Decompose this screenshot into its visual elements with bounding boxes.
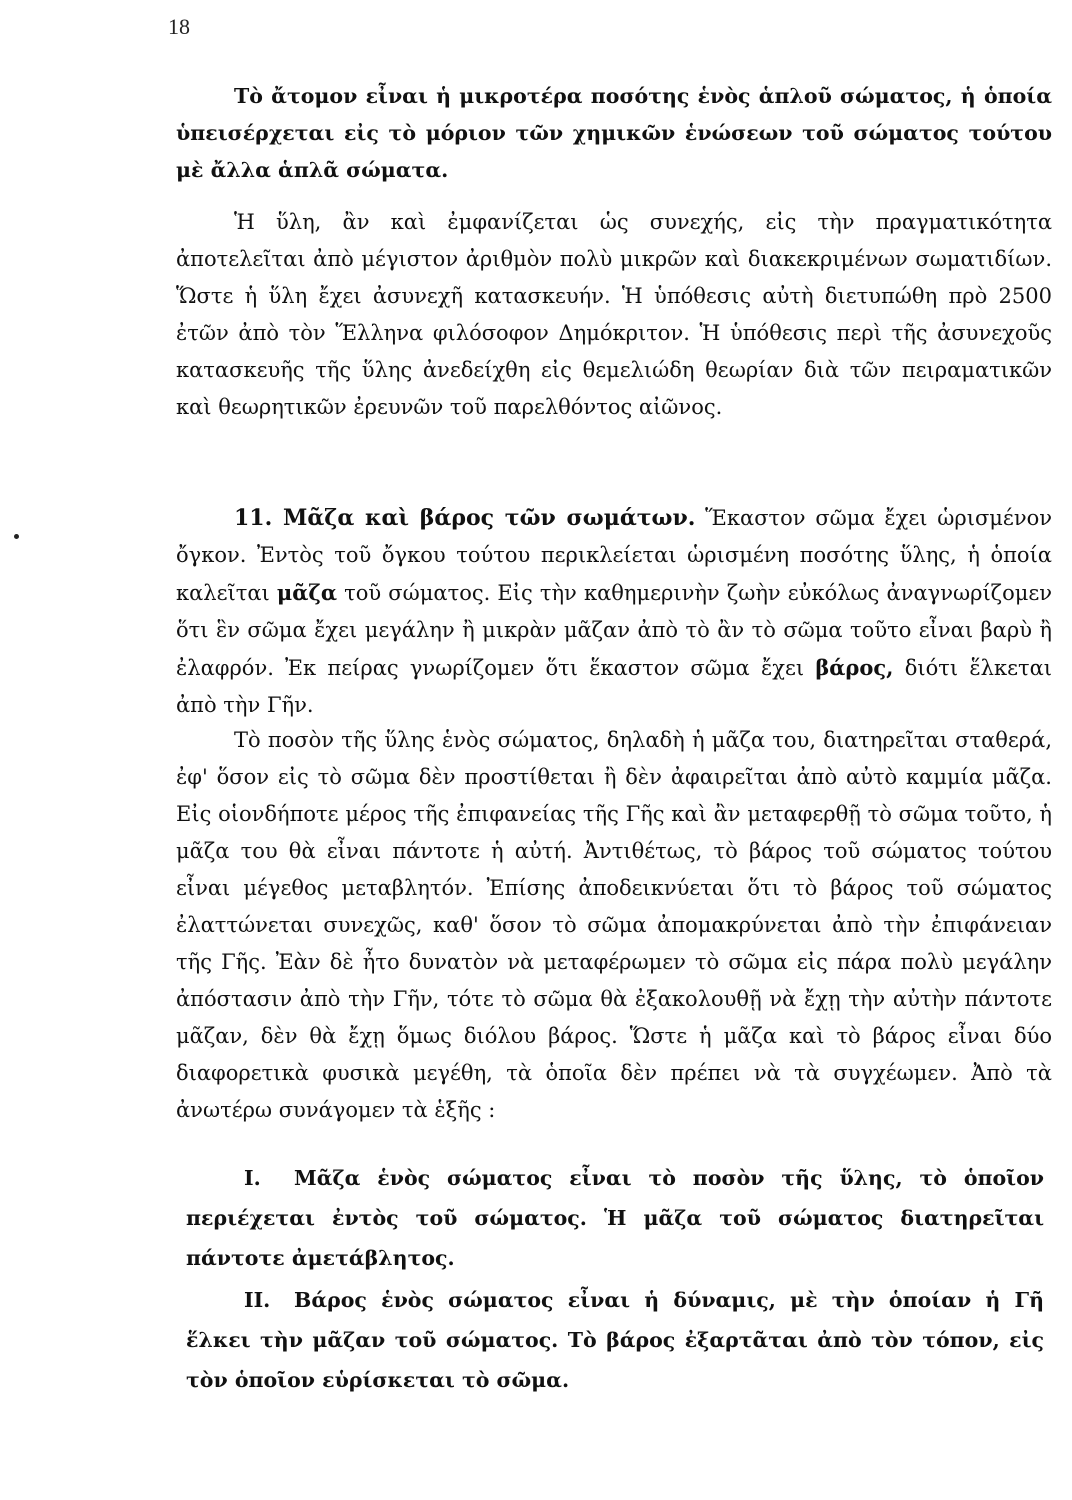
rule-1-number: I. <box>244 1166 261 1190</box>
section-text-c: διότι ἕλκεται ἀπὸ τὴν Γῆν. <box>176 656 1052 717</box>
section-heading: 11. Μᾶζα καὶ βάρος τῶν σωμάτων. <box>234 505 696 531</box>
section-text-a: Ἕκαστον σῶμα ἔχει ὡρισμένον ὄγκον. Ἐντὸς τοῦ ὄγκου τούτου περικλείεται ὡρισμένη ποσότης ὕλης, ἡ ὁποία καλεῖται <box>176 506 1052 605</box>
atom-definition-paragraph: Τὸ ἄτομον εἶναι ἡ μικροτέρα ποσότης ἑνὸς ἁπλοῦ σώματος, ἡ ὁποία ὑπεισέρχεται εἰς τὸ μόριον τῶν χημικῶν ἑνώσεων τοῦ σώματος τούτου μὲ ἄλλα ἁπλᾶ σώματα. <box>176 84 1052 182</box>
term-weight: βάρος, <box>815 655 894 680</box>
margin-mark <box>14 534 19 539</box>
matter-discontinuity-paragraph: Ἡ ὕλη, ἂν καὶ ἐμφανίζεται ὡς συνεχής, εἰς τὴν πραγματικότητα ἀποτελεῖται ἀπὸ μέγιστον ἀριθμὸν πολὺ μικρῶν καὶ διακεκριμένων σωματιδίων. Ὥστε ἡ ὕλη ἔχει ἀσυνεχῆ κατασκευήν. Ἡ ὑπόθεσις αὐτὴ διετυπώθη πρὸ 2500 ἐτῶν ἀπὸ τὸν Ἕλληνα φιλόσοφον Δημόκριτον. Ἡ ὑπόθεσις περὶ τῆς ἀσυνεχοῦς κατασκευῆς τῆς ὕλης ἀνεδείχθη εἰς θεμελιώδη θεωρίαν διὰ τῶν πειραματικῶν καὶ θεωρητικῶν ἐρευνῶν τοῦ παρελθόντος αἰῶνος. <box>176 210 1052 419</box>
rule-1-text: Μᾶζα ἑνὸς σώματος εἶναι τὸ ποσὸν τῆς ὕλης, τὸ ὁποῖον περιέχεται ἐντὸς τοῦ σώματος. Ἡ μᾶζα τοῦ σώματος διατηρεῖται πάντοτε ἀμετάβλητος. <box>186 1166 1044 1270</box>
section-text-b: τοῦ σώματος. Εἰς τὴν καθημερινὴν ζωὴν εὐκόλως ἀναγνωρίζομεν ὅτι ἓν σῶμα ἔχει μεγάλην ἢ μικρὰν μᾶζαν ἀπὸ τὸ ἂν τὸ σῶμα τοῦτο εἶναι βαρὺ ἢ ἐλαφρόν. Ἐκ πείρας γνωρίζομεν ὅτι ἕκαστον σῶμα ἔχει <box>176 581 1052 680</box>
page-number: 18 <box>168 14 190 39</box>
rule-2-text: Βάρος ἑνὸς σώματος εἶναι ἡ δύναμις, μὲ τὴν ὁποίαν ἡ Γῆ ἕλκει τὴν μᾶζαν τοῦ σώματος. Τὸ βάρος ἐξαρτᾶται ἀπὸ τὸν τόπον, εἰς τὸν ὁποῖον εὑρίσκεται τὸ σῶμα. <box>186 1288 1044 1392</box>
rule-1 <box>186 1158 1044 1278</box>
mass-vs-weight-paragraph: Τὸ ποσὸν τῆς ὕλης ἑνὸς σώματος, δηλαδὴ ἡ μᾶζα του, διατηρεῖται σταθερά, ἐφ' ὅσον εἰς τὸ σῶμα δὲν προστίθεται ἢ δὲν ἀφαιρεῖται ἀπὸ αὐτὸ καμμία μᾶζα. Εἰς οἱονδήποτε μέρος τῆς ἐπιφανείας τῆς Γῆς καὶ ἂν μεταφερθῇ τὸ σῶμα τοῦτο, ἡ μᾶζα του θὰ εἶναι πάντοτε ἡ αὐτή. Ἀντιθέτως, τὸ βάρος τοῦ σώματος τούτου εἶναι μέγεθος μεταβλητόν. Ἐπίσης ἀποδεικνύεται ὅτι τὸ βάρος τοῦ σώματος ἐλαττώνεται συνεχῶς, καθ' ὅσον τὸ σῶμα ἀπομακρύνεται ἀπὸ τὴν ἐπιφάνειαν τῆς Γῆς. Ἐὰν δὲ ἦτο δυνατὸν νὰ μεταφέρωμεν τὸ σῶμα εἰς πάρα πολὺ μεγάλην ἀπόστασιν ἀπὸ τὴν Γῆν, τότε τὸ σῶμα θὰ ἐξακολουθῇ νὰ ἔχῃ τὴν αὐτὴν πάντοτε μᾶζαν, δὲν θὰ ἔχῃ ὅμως διόλου βάρος. Ὥστε ἡ μᾶζα καὶ τὸ βάρος εἶναι δύο διαφορετικὰ φυσικὰ μεγέθη, τὰ ὁποῖα δὲν πρέπει νὰ τὰ συγχέωμεν. Ἀπὸ τὰ ἀνωτέρω συνάγομεν τὰ ἑξῆς : <box>176 728 1052 1122</box>
rule-2 <box>186 1280 1044 1400</box>
term-mass: μᾶζα <box>276 580 338 605</box>
section-11-paragraph <box>176 500 1052 724</box>
rule-2-number: II. <box>244 1288 271 1312</box>
